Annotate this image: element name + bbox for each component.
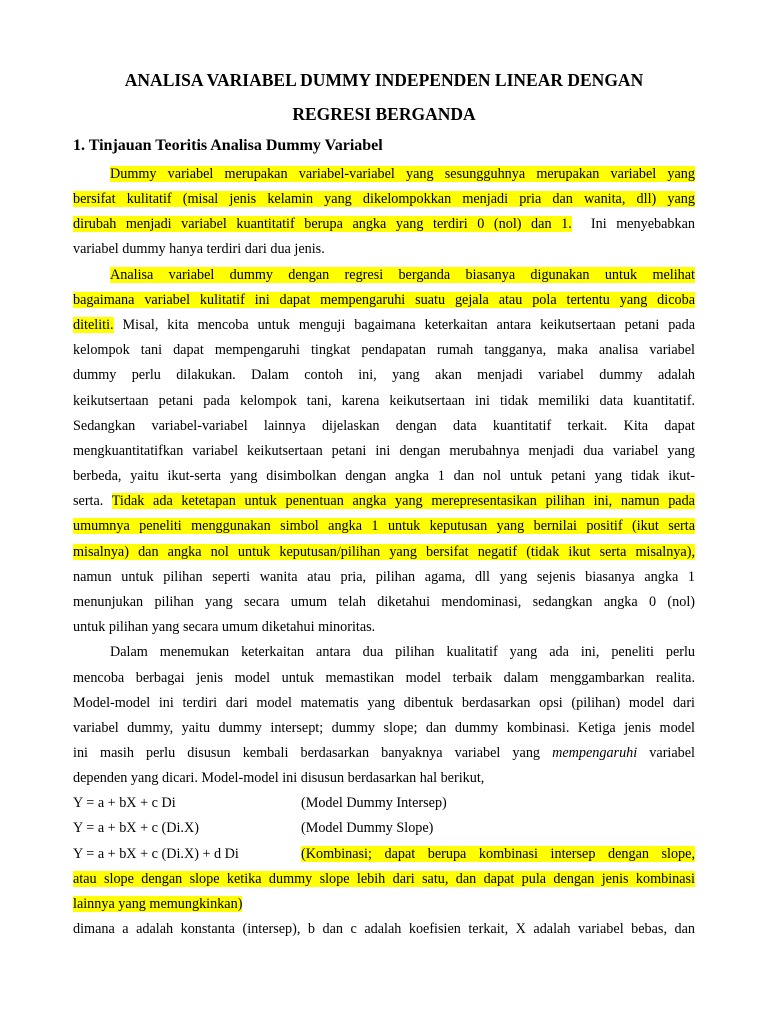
equation-description: (Model Dummy Intersep) [301,795,447,811]
highlight: dirubah menjadi variabel kuantitatif berupa angka yang terdiri 0 (nol) dan 1. [73,216,572,232]
p2-line-14: menunjukan pilihan yang secara umum telah diketahui mendominasi, sedangkan angka 0 (nol) [73,594,695,610]
italic-text: mempengaruhi [552,745,638,761]
highlight: diteliti. [73,317,114,333]
p2-line-1 [110,267,695,283]
title-line-1: ANALISA VARIABEL DUMMY INDEPENDEN LINEAR DENGAN [124,70,644,90]
highlight: atau slope dengan slope ketika dummy slope lebih dari satu, dan dapat pula dengan jenis kombinasi [73,871,695,887]
text: Misal, kita mencoba untuk menguji bagaimana keterkaitan antara keikutsertaan petani pada [113,317,695,333]
p3-line-3: Model-model ini terdiri dari model matematis yang dibentuk berdasarkan opsi (pilihan) model dari [73,695,695,711]
p2-line-2 [73,292,695,308]
equation-formula: Y = a + bX + c (Di.X) [73,820,199,836]
p2-line-15: untuk pilihan yang secara umum diketahui minoritas. [73,619,376,635]
highlight: Tidak ada ketetapan untuk penentuan angka yang merepresentasikan pilihan ini, namun pada [111,493,695,509]
equation-cont-line-2 [73,896,695,912]
p3-line-2: mencoba berbagai jenis model untuk memastikan model terbaik dalam menggambarkan realita. [73,670,695,686]
text: variabel [637,745,695,761]
p2-line-6: keikutsertaan petani pada kelompok tani, karena keikutsertaan ini tidak memiliki data kuantitatif. [73,393,695,409]
equation-description: (Model Dummy Slope) [301,820,434,836]
p1-line-3 [73,216,695,232]
p1-line-2 [73,191,695,207]
highlight: (Kombinasi; dapat berupa kombinasi intersep dengan slope, [301,846,695,862]
p2-line-5: dummy perlu dilakukan. Dalam contoh ini, yang akan menjadi variabel dummy adalah [73,367,695,383]
p2-line-3 [73,317,695,333]
p2-line-10 [73,493,695,509]
text: serta. [73,493,112,509]
p3-line-5 [73,745,695,761]
title-line-2: REGRESI BERGANDA [292,104,476,124]
p2-line-12 [73,544,695,560]
p2-line-9: berbeda, yaitu ikut-serta yang disimbolkan dengan angka 1 dan nol untuk petani yang tidak ikut- [73,468,695,484]
p1-line-1 [110,166,695,182]
highlight: misalnya) dan angka nol untuk keputusan/pilihan yang bersifat negatif (tidak ikut serta misalnya), [73,544,695,560]
last-line: dimana a adalah konstanta (intersep), b dan c adalah koefisien terkait, X adalah variabel bebas, dan [73,921,695,937]
p2-line-4: kelompok tani dapat mempengaruhi tingkat pendapatan rumah tangganya, maka analisa variabel [73,342,695,358]
highlight: lainnya yang memungkinkan) [73,896,243,912]
equation-formula: Y = a + bX + c Di [73,795,176,811]
equation-description [301,846,695,862]
highlight: bersifat kulitatif (misal jenis kelamin yang dikelompokkan menjadi pria dan wanita, dll) yang [73,191,695,207]
p2-line-13: namun untuk pilihan seperti wanita atau pria, pilihan agama, dll yang sejenis biasanya angka 1 [73,569,695,585]
p3-line-1: Dalam menemukan keterkaitan antara dua pilihan kualitatif yang ada ini, peneliti perlu [110,644,695,660]
highlight: Dummy variabel merupakan variabel-variabel yang sesungguhnya merupakan variabel yang [110,166,695,182]
equation-cont-line-1 [73,871,695,887]
section-heading: 1. Tinjauan Teoritis Analisa Dummy Variabel [73,137,383,154]
p3-line-4: variabel dummy, yaitu dummy intersept; dummy slope; dan dummy kombinasi. Ketiga jenis model [73,720,695,736]
highlight: Analisa variabel dummy dengan regresi berganda biasanya digunakan untuk melihat [110,267,695,283]
highlight: umumnya peneliti menggunakan simbol angka 1 untuk keputusan yang bernilai positif (ikut serta [73,518,695,534]
equation-formula: Y = a + bX + c (Di.X) + d Di [73,846,239,862]
text: ini masih perlu disusun kembali berdasarkan banyaknya variabel yang [73,745,553,761]
p2-line-7: Sedangkan variabel-variabel lainnya dijelaskan dengan data kuantitatif terkait. Kita dapat [73,418,695,434]
p2-line-8: mengkuantitatifkan variabel keikutsertaan petani ini dengan merubahnya menjadi dua variabel yang [73,443,695,459]
p3-line-6: dependen yang dicari. Model-model ini disusun berdasarkan hal berikut, [73,770,485,786]
text: Ini menyebabkan [571,216,696,232]
highlight: bagaimana variabel kulitatif ini dapat mempengaruhi suatu gejala atau pola tertentu yang dicoba [73,292,695,308]
p1-line-4: variabel dummy hanya terdiri dari dua jenis. [73,241,325,257]
p2-line-11 [73,518,695,534]
